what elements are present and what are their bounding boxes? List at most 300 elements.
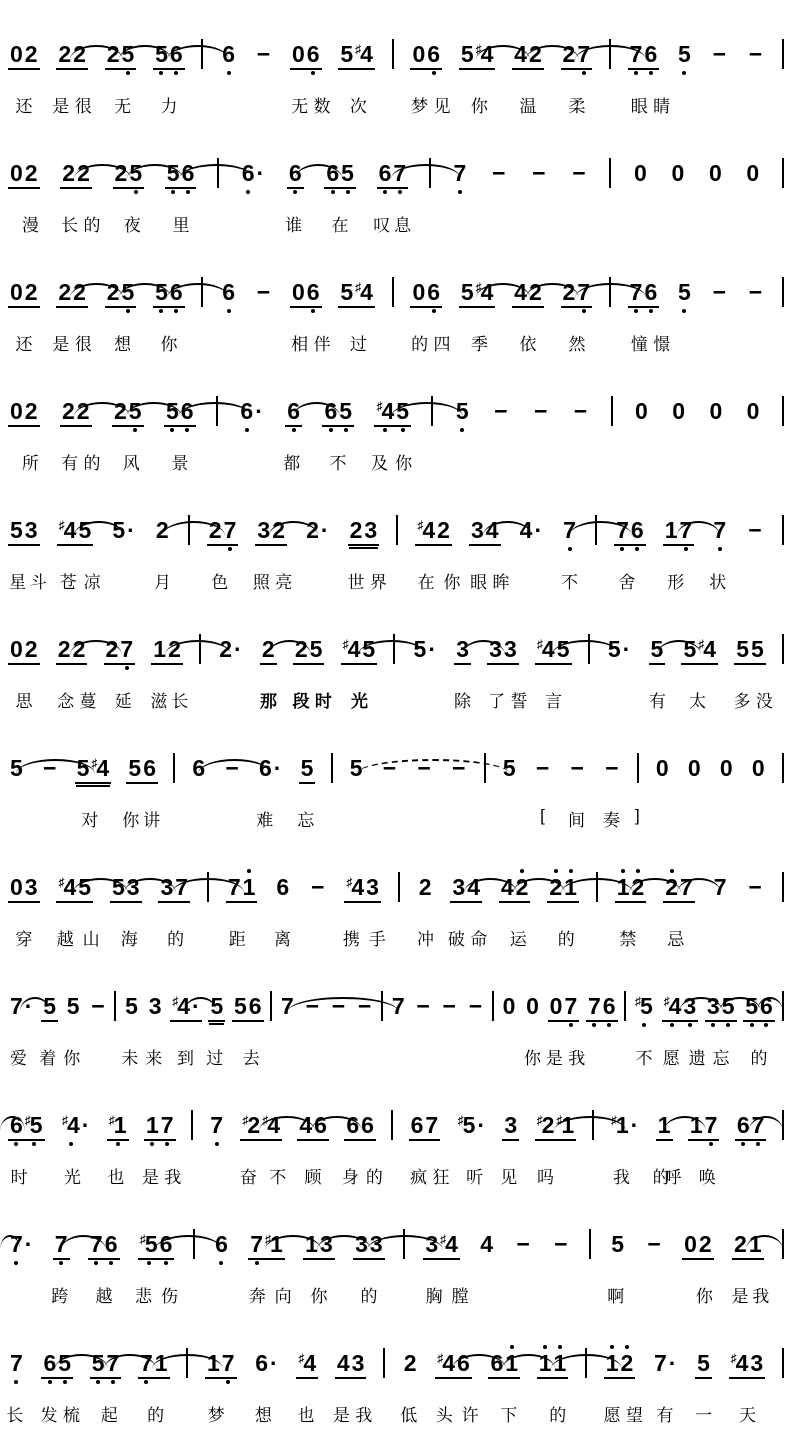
note-digit: 3	[706, 995, 721, 1018]
lyric-syllable: 风	[122, 454, 140, 473]
lyric-syllable: 色	[211, 573, 229, 592]
lyric-syllable: 也	[297, 1406, 315, 1425]
note-digit: 7	[139, 1352, 154, 1375]
note-digit: 3	[425, 1231, 439, 1257]
low-octave-dot	[14, 1380, 18, 1384]
sharp-icon: ♯	[265, 1232, 272, 1246]
lyric-syllable: 有	[649, 692, 666, 711]
note-unit	[449, 757, 468, 782]
note-unit	[606, 638, 632, 663]
lyrics-row	[8, 687, 784, 711]
lyric-syllable: 向	[274, 1287, 292, 1306]
note-unit	[341, 638, 378, 665]
lyric-syllable: 一	[695, 1406, 712, 1425]
low-octave-dot	[401, 428, 405, 432]
dash-prolong: −	[516, 1231, 530, 1257]
sharp-icon: ♯	[730, 1351, 737, 1365]
note-digit: ♯4	[536, 636, 555, 662]
lyric-syllable: 梦	[411, 97, 429, 116]
lyric-syllable: 舍	[618, 573, 636, 592]
note-unit	[615, 876, 647, 903]
sharp-icon: ♯	[698, 637, 705, 651]
score-line	[0, 1103, 792, 1198]
note-unit	[614, 519, 646, 546]
lyric-syllable: 你	[470, 97, 488, 116]
note-unit	[287, 162, 304, 189]
score-line	[0, 389, 792, 484]
barline	[216, 396, 218, 426]
low-octave-dot	[94, 1261, 98, 1265]
score-line	[0, 865, 792, 960]
note-unit	[60, 400, 92, 427]
note-digit: ♯1	[610, 1112, 629, 1138]
low-octave-dot	[159, 71, 163, 75]
lyric-syllable: 斗	[29, 573, 47, 592]
dash-prolong: −	[416, 993, 430, 1019]
low-octave-dot	[709, 1142, 713, 1146]
augmentation-dot: ·	[428, 636, 437, 662]
barline	[782, 515, 784, 545]
lyric-syllable: 睛	[653, 97, 671, 116]
low-octave-dot	[432, 71, 436, 75]
low-octave-dot	[186, 190, 190, 194]
sharp-icon: ♯	[475, 42, 482, 56]
note-digit: 2	[62, 160, 76, 186]
note-digit: 2	[24, 160, 38, 186]
note-unit	[293, 638, 325, 665]
note-unit	[417, 876, 434, 901]
note-unit	[502, 1114, 519, 1141]
lyric-syllable: 界	[369, 573, 387, 592]
barline	[393, 634, 395, 664]
lyric-syllable: 伤	[160, 1287, 178, 1306]
rest-zero: 0	[549, 993, 563, 1019]
lyric-syllable: 唤	[698, 1168, 716, 1187]
note-unit	[712, 876, 729, 901]
note-unit	[232, 995, 264, 1022]
low-octave-dot	[582, 71, 586, 75]
note-digit: ♯4	[172, 993, 191, 1019]
low-octave-dot	[159, 309, 163, 313]
note-digit: 1	[538, 1352, 553, 1375]
barline	[624, 991, 626, 1021]
note-unit	[735, 1114, 767, 1141]
note-digit: 7	[587, 995, 602, 1018]
note-digit: ♯4	[730, 1350, 749, 1376]
high-octave-dot	[558, 1345, 562, 1349]
note-digit: 6	[306, 43, 321, 66]
lyric-syllable: 胸	[425, 1287, 443, 1306]
note-unit	[240, 1114, 282, 1141]
lyric-syllable: 你	[160, 335, 178, 354]
low-octave-dot	[432, 309, 436, 313]
note-digit: 7	[562, 519, 577, 542]
low-octave-dot	[726, 1023, 730, 1027]
sharp-icon: ♯	[556, 1113, 563, 1127]
note-unit	[478, 1233, 495, 1258]
lyric-syllable: 越	[56, 930, 74, 949]
notes-row	[8, 1222, 784, 1260]
note-unit	[348, 757, 365, 782]
note-unit	[745, 519, 764, 544]
lyric-syllable: 延	[114, 692, 132, 711]
note-digit: 5	[340, 41, 354, 67]
low-octave-dot	[460, 428, 464, 432]
notes-row	[8, 984, 784, 1022]
note-digit: 7	[89, 1233, 104, 1256]
dash-prolong: −	[712, 41, 727, 67]
note-digit: ♯1	[108, 1114, 128, 1137]
lyric-syllable: 你	[395, 454, 413, 473]
barline	[391, 1110, 393, 1140]
note-unit	[40, 757, 59, 782]
note-unit	[240, 162, 266, 187]
note-digit: 6	[361, 1112, 374, 1138]
note-digit: 7	[160, 1114, 175, 1137]
lyric-syllable: 相	[291, 335, 309, 354]
low-octave-dot	[311, 309, 315, 313]
note-unit	[8, 162, 40, 189]
note-unit	[154, 519, 171, 544]
lyric-syllable: 月	[154, 573, 171, 592]
barline	[782, 872, 784, 902]
note-digit: 5	[460, 279, 474, 305]
barline	[782, 1229, 784, 1259]
note-digit: 5	[10, 755, 23, 781]
note-digit: 7	[54, 1233, 69, 1256]
lyric-syllable: 有	[61, 454, 79, 473]
lyric-syllable: 遗	[688, 1049, 706, 1068]
lyric-syllable: 眸	[492, 573, 510, 592]
low-octave-dot	[383, 428, 387, 432]
note-unit	[353, 1233, 385, 1260]
note-digit: 7	[10, 993, 23, 1019]
barline	[595, 515, 597, 545]
barline	[217, 158, 219, 188]
note-unit	[513, 1233, 532, 1258]
low-octave-dot	[226, 1380, 230, 1384]
sharp-icon: ♯	[457, 1113, 464, 1127]
low-octave-dot	[756, 1142, 760, 1146]
note-unit	[501, 995, 518, 1020]
rest-zero: 0	[10, 636, 23, 662]
low-octave-dot	[293, 190, 297, 194]
note-digit: 7	[713, 874, 727, 900]
note-digit: 7	[106, 1352, 121, 1375]
note-digit: 7	[392, 162, 407, 185]
note-digit: 5	[128, 400, 143, 423]
note-unit	[138, 1352, 170, 1379]
note-unit	[746, 43, 765, 68]
note-digit: 7	[175, 874, 189, 900]
note-digit: 1	[504, 1352, 519, 1375]
lyric-syllable: 发	[40, 1406, 58, 1425]
note-unit	[344, 876, 381, 903]
note-digit: 3	[750, 1350, 764, 1376]
note-digit: 5	[78, 517, 92, 543]
note-digit: 5	[721, 995, 736, 1018]
note-digit: 5	[43, 993, 56, 1019]
dash-prolong: −	[554, 1231, 568, 1257]
lyric-syllable: 想	[114, 335, 132, 354]
low-octave-dot	[292, 428, 296, 432]
lyric-syllable: 穿	[15, 930, 33, 949]
rest-zero: 0	[655, 755, 669, 781]
rest-zero: 0	[746, 160, 760, 186]
note-unit	[676, 281, 693, 306]
note-unit	[296, 1352, 318, 1379]
sharp-icon: ♯	[536, 637, 543, 651]
note-unit	[220, 43, 237, 68]
lyric-syllable: 未	[121, 1049, 139, 1068]
barline	[199, 634, 201, 664]
note-digit: 2	[562, 279, 576, 305]
barline	[589, 1229, 591, 1259]
lyric-syllable: 破	[447, 930, 465, 949]
note-digit: 6	[276, 874, 290, 900]
note-unit	[512, 281, 544, 308]
note-digit: 1	[689, 1112, 703, 1138]
note-digit: 2	[261, 636, 275, 662]
lyric-syllable: 没	[755, 692, 773, 711]
note-unit	[734, 638, 766, 665]
lyric-syllable: 你	[695, 1287, 713, 1306]
lyric-syllable: 还	[15, 97, 33, 116]
rest-zero: 0	[10, 874, 23, 900]
note-unit	[746, 281, 765, 306]
low-octave-dot	[111, 1380, 115, 1384]
barline	[588, 634, 590, 664]
note-unit	[413, 995, 432, 1020]
note-unit	[743, 995, 775, 1022]
low-octave-dot	[109, 1261, 113, 1265]
note-digit: 2	[619, 1352, 634, 1375]
lyric-syllable: 状	[709, 573, 727, 592]
rest-zero: 0	[746, 398, 760, 424]
note-unit	[335, 1352, 367, 1379]
augmentation-dot: ·	[273, 755, 282, 781]
note-unit	[644, 1233, 663, 1258]
low-octave-dot	[649, 309, 653, 313]
dash-prolong: −	[532, 160, 546, 186]
low-octave-dot	[164, 1261, 168, 1265]
note-unit	[153, 43, 185, 70]
barline	[782, 158, 784, 188]
note-unit	[459, 43, 496, 70]
score-line	[0, 270, 792, 365]
low-octave-dot	[634, 71, 638, 75]
lyric-syllable: 过	[206, 1049, 224, 1068]
note-unit	[56, 43, 88, 70]
lyric-syllable: 的	[360, 1287, 378, 1306]
lyric-syllable: 距	[228, 930, 246, 949]
low-octave-dot	[133, 428, 137, 432]
augmentation-dot: ·	[24, 993, 33, 1019]
note-digit: 6	[159, 1233, 174, 1256]
note-digit: 6	[221, 43, 236, 66]
dash-prolong: −	[572, 160, 586, 186]
dash-prolong: −	[417, 755, 431, 781]
note-digit: 5	[154, 43, 169, 66]
note-digit: 5	[697, 1350, 710, 1376]
lyric-syllable: 冲	[417, 930, 434, 949]
note-digit: 5	[607, 636, 621, 662]
score-line	[0, 984, 792, 1079]
lyric-syllable: 难	[256, 811, 274, 830]
lyric-syllable: 我	[568, 1049, 586, 1068]
notes-row	[8, 627, 784, 665]
score-line	[0, 508, 792, 603]
barline	[782, 1348, 784, 1378]
note-digit: ♯5	[24, 1114, 44, 1137]
lyric-syllable: 息	[394, 216, 412, 235]
note-digit: 2	[219, 636, 233, 662]
lyric-syllable: 禁	[619, 930, 637, 949]
rest-zero: 0	[719, 755, 733, 781]
note-unit	[355, 995, 374, 1020]
note-digit: 2	[403, 1350, 417, 1376]
note-unit	[303, 1233, 335, 1260]
note-unit	[676, 43, 693, 68]
note-unit	[402, 1352, 419, 1377]
low-octave-dot	[246, 190, 250, 194]
note-digit: 6	[426, 281, 441, 304]
lyric-syllable: 膛	[451, 1287, 469, 1306]
lyric-syllable: 吗	[537, 1168, 554, 1187]
note-digit: 2	[73, 279, 86, 305]
note-digit: 2	[562, 41, 576, 67]
note-unit	[732, 1233, 764, 1260]
dash-prolong: −	[442, 993, 456, 1019]
note-digit: 3	[319, 1231, 333, 1257]
sharp-icon: ♯	[262, 1113, 269, 1127]
low-octave-dot	[147, 1261, 151, 1265]
note-unit	[105, 281, 137, 308]
lyric-syllable: 疯	[410, 1168, 428, 1187]
lyric-syllable: 言	[545, 692, 562, 711]
note-digit: 1	[242, 876, 257, 899]
note-digit: ♯1	[556, 1112, 575, 1138]
note-digit: 4	[519, 517, 533, 543]
barline	[609, 39, 611, 69]
note-unit	[487, 638, 519, 665]
note-unit	[499, 876, 531, 903]
note-digit: 6	[221, 281, 236, 304]
note-unit	[374, 400, 411, 427]
dash-prolong: −	[468, 993, 483, 1019]
note-digit: 7	[629, 43, 644, 66]
note-unit	[104, 638, 136, 665]
augmentation-dot: ·	[24, 1231, 33, 1257]
lyric-syllable: 也	[107, 1168, 125, 1187]
low-octave-dot	[311, 71, 315, 75]
note-digit: 5	[340, 162, 355, 185]
note-digit: 1	[605, 1352, 620, 1375]
sharp-icon: ♯	[342, 637, 349, 651]
note-digit: 7	[453, 162, 468, 185]
note-unit	[663, 876, 695, 903]
note-unit	[205, 1352, 237, 1379]
lyrics-row	[8, 1163, 784, 1187]
rest-zero: 0	[10, 41, 23, 67]
note-digit: 3	[355, 1231, 368, 1257]
sharp-icon: ♯	[108, 1113, 115, 1127]
note-digit: 5	[57, 1352, 72, 1375]
low-octave-dot	[670, 1023, 674, 1027]
lyrics-row	[8, 1282, 784, 1306]
note-unit	[299, 757, 316, 784]
note-unit	[126, 757, 158, 784]
note-unit	[297, 1114, 329, 1141]
rest-zero: 0	[635, 398, 648, 424]
note-digit: 7	[629, 281, 644, 304]
augmentation-dot: ·	[622, 636, 631, 662]
note-digit: ♯4	[346, 874, 365, 900]
low-octave-dot	[245, 428, 249, 432]
lyric-syllable: 的	[365, 1168, 383, 1187]
low-octave-dot	[750, 1023, 754, 1027]
note-unit	[547, 876, 579, 903]
note-unit	[279, 995, 296, 1020]
lyric-syllable: 间	[568, 811, 585, 830]
note-unit	[548, 995, 580, 1022]
note-digit: ♯2	[242, 1112, 261, 1138]
note-unit	[147, 995, 164, 1020]
note-digit: 6	[241, 162, 256, 185]
note-digit: 6	[314, 1112, 327, 1138]
dash-prolong: −	[492, 160, 506, 186]
note-digit: 4	[299, 1112, 313, 1138]
lyric-syllable: 的	[167, 930, 185, 949]
note-digit: 2	[168, 636, 181, 662]
lyric-syllable: 想	[254, 1406, 272, 1425]
high-octave-dot	[625, 1345, 629, 1349]
sharp-icon: ♯	[355, 42, 362, 56]
note-unit	[253, 1352, 279, 1377]
note-digit: 2	[114, 398, 127, 424]
note-digit: 7	[704, 1114, 719, 1137]
note-digit: 6	[169, 281, 184, 304]
lyric-syllable: 都	[283, 454, 301, 473]
lyric-syllable: 季	[470, 335, 488, 354]
note-unit	[110, 876, 142, 903]
note-digit: 2	[24, 398, 38, 424]
note-digit: ♯1	[265, 1231, 283, 1257]
note-digit: 6	[169, 43, 184, 66]
note-unit	[170, 995, 201, 1022]
note-digit: 6	[759, 995, 774, 1018]
dash-prolong: −	[647, 1231, 661, 1257]
note-unit	[469, 519, 501, 546]
note-unit	[8, 1233, 34, 1258]
note-digit: 2	[515, 876, 530, 899]
lyric-syllable: 你	[63, 1049, 81, 1068]
note-digit: 5	[111, 874, 125, 900]
note-digit: 5	[76, 755, 90, 781]
note-digit: ♯5	[634, 995, 654, 1018]
note-unit	[338, 281, 375, 308]
note-unit	[669, 162, 686, 187]
note-unit	[561, 519, 578, 544]
barline	[637, 753, 639, 783]
rest-zero: 0	[634, 160, 647, 186]
low-octave-dot	[331, 190, 335, 194]
sharp-icon: ♯	[663, 994, 670, 1008]
note-digit: 5	[455, 400, 470, 423]
note-digit: 6	[286, 400, 301, 423]
note-digit: 3	[364, 517, 378, 543]
note-digit: 6	[630, 519, 645, 542]
